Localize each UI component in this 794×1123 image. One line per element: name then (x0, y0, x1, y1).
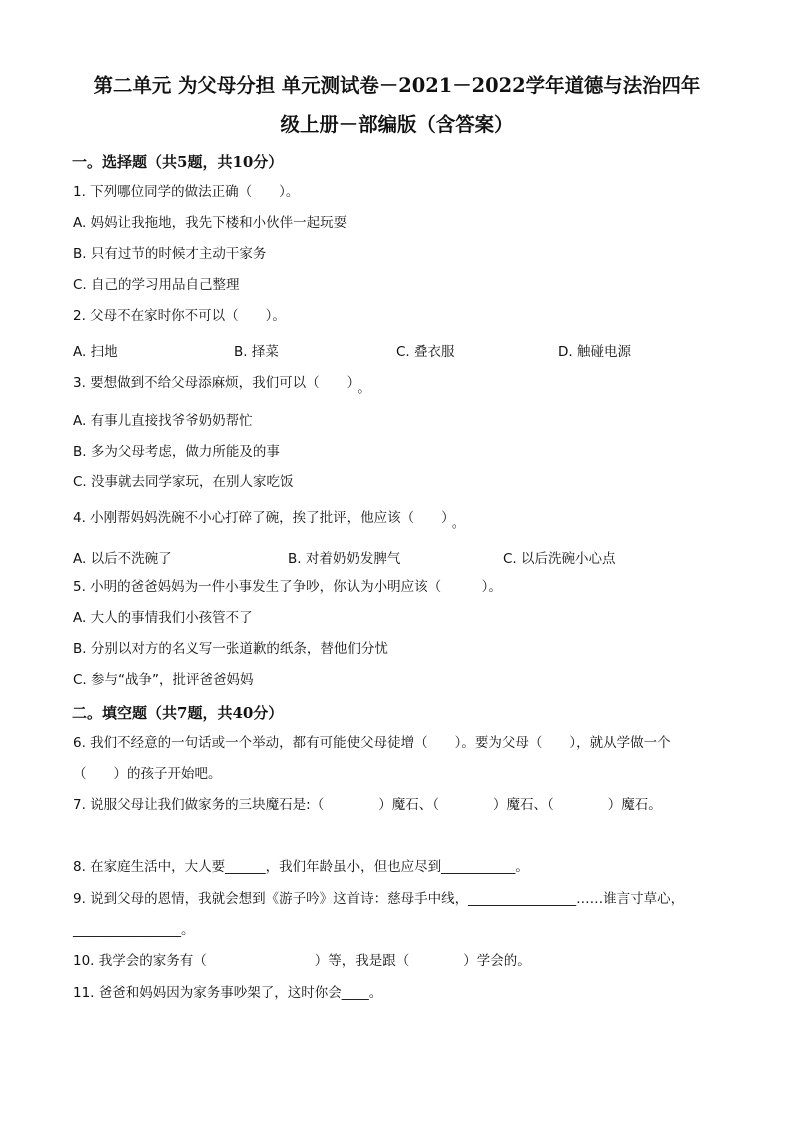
q3-stem-mark: 。 (357, 381, 371, 396)
page-title-line-2: 级上册－部编版（含答案） (280, 113, 514, 136)
section-heading-choice: 一。选择题（共5题，共10分） (72, 153, 284, 171)
q1-option-a: A. 妈妈让我拖地，我先下楼和小伙伴一起玩耍 (73, 215, 348, 231)
q5-stem: 5. 小明的爸爸妈妈为一件小事发生了争吵，你认为小明应该（ ）。 (73, 579, 502, 595)
q1-option-b: B. 只有过节的时候才主动干家务 (73, 246, 267, 262)
q3-option-b: B. 多为父母考虑，做力所能及的事 (73, 444, 280, 460)
q9-line-1: 9. 说到父母的恩情，我就会想到《游子吟》这首诗：慈母手中线，________________……谁言寸草心， (73, 891, 685, 907)
q7-text: 7. 说服父母让我们做家务的三块魔石是:（ ）魔石、（ ）魔石、（ ）魔石。 (73, 797, 662, 813)
q2-option-d: D. 触碰电源 (558, 344, 631, 360)
q4-stem-mark: 。 (451, 516, 465, 531)
q1-option-c: C. 自己的学习用品自己整理 (73, 277, 240, 293)
q2-option-b: B. 择菜 (234, 344, 279, 360)
q2-option-a: A. 扫地 (73, 344, 118, 360)
q3-option-a: A. 有事儿直接找爷爷奶奶帮忙 (73, 413, 253, 429)
q4-stem (73, 510, 465, 531)
q2-option-c: C. 叠衣服 (396, 344, 455, 360)
q2-stem: 2. 父母不在家时你不可以（ ）。 (73, 308, 286, 324)
q6-line-2: （ ）的孩子开始吧。 (73, 766, 222, 782)
page-title-line-1: 第二单元 为父母分担 单元测试卷－2021－2022学年道德与法治四年 (93, 74, 701, 97)
q3-stem (73, 375, 371, 396)
q10-text: 10. 我学会的家务有（ ）等，我是跟（ ）学会的。 (73, 953, 531, 969)
q4-stem-text: 4. 小刚帮妈妈洗碗不小心打碎了碗，挨了批评，他应该（ ） (73, 510, 448, 526)
q4-option-c: C. 以后洗碗小心点 (503, 551, 616, 567)
q5-option-a: A. 大人的事情我们小孩管不了 (73, 610, 253, 626)
q5-option-b: B. 分别以对方的名义写一张道歉的纸条，替他们分忧 (73, 641, 388, 657)
q5-option-c: C. 参与“战争”，批评爸爸妈妈 (73, 672, 254, 688)
section-heading-fill-in: 二。填空题（共7题，共40分） (72, 704, 284, 722)
q1-stem: 1. 下列哪位同学的做法正确（ ）。 (73, 184, 300, 200)
q3-stem-text: 3. 要想做到不给父母添麻烦，我们可以（ ） (73, 375, 354, 391)
q8-text: 8. 在家庭生活中，大人要______，我们年龄虽小，但也应尽到___________。 (73, 859, 529, 875)
q11-text: 11. 爸爸和妈妈因为家务事吵架了，这时你会____。 (73, 985, 383, 1001)
q4-option-b: B. 对着奶奶发脾气 (288, 551, 401, 567)
q9-line-2: ________________。 (73, 922, 195, 938)
q4-option-a: A. 以后不洗碗了 (73, 551, 172, 567)
q6-line-1: 6. 我们不经意的一句话或一个举动，都有可能使父母徒增（ ）。要为父母（ ），就从学做一个 (73, 735, 671, 751)
q3-option-c: C. 没事就去同学家玩，在别人家吃饭 (73, 474, 294, 490)
